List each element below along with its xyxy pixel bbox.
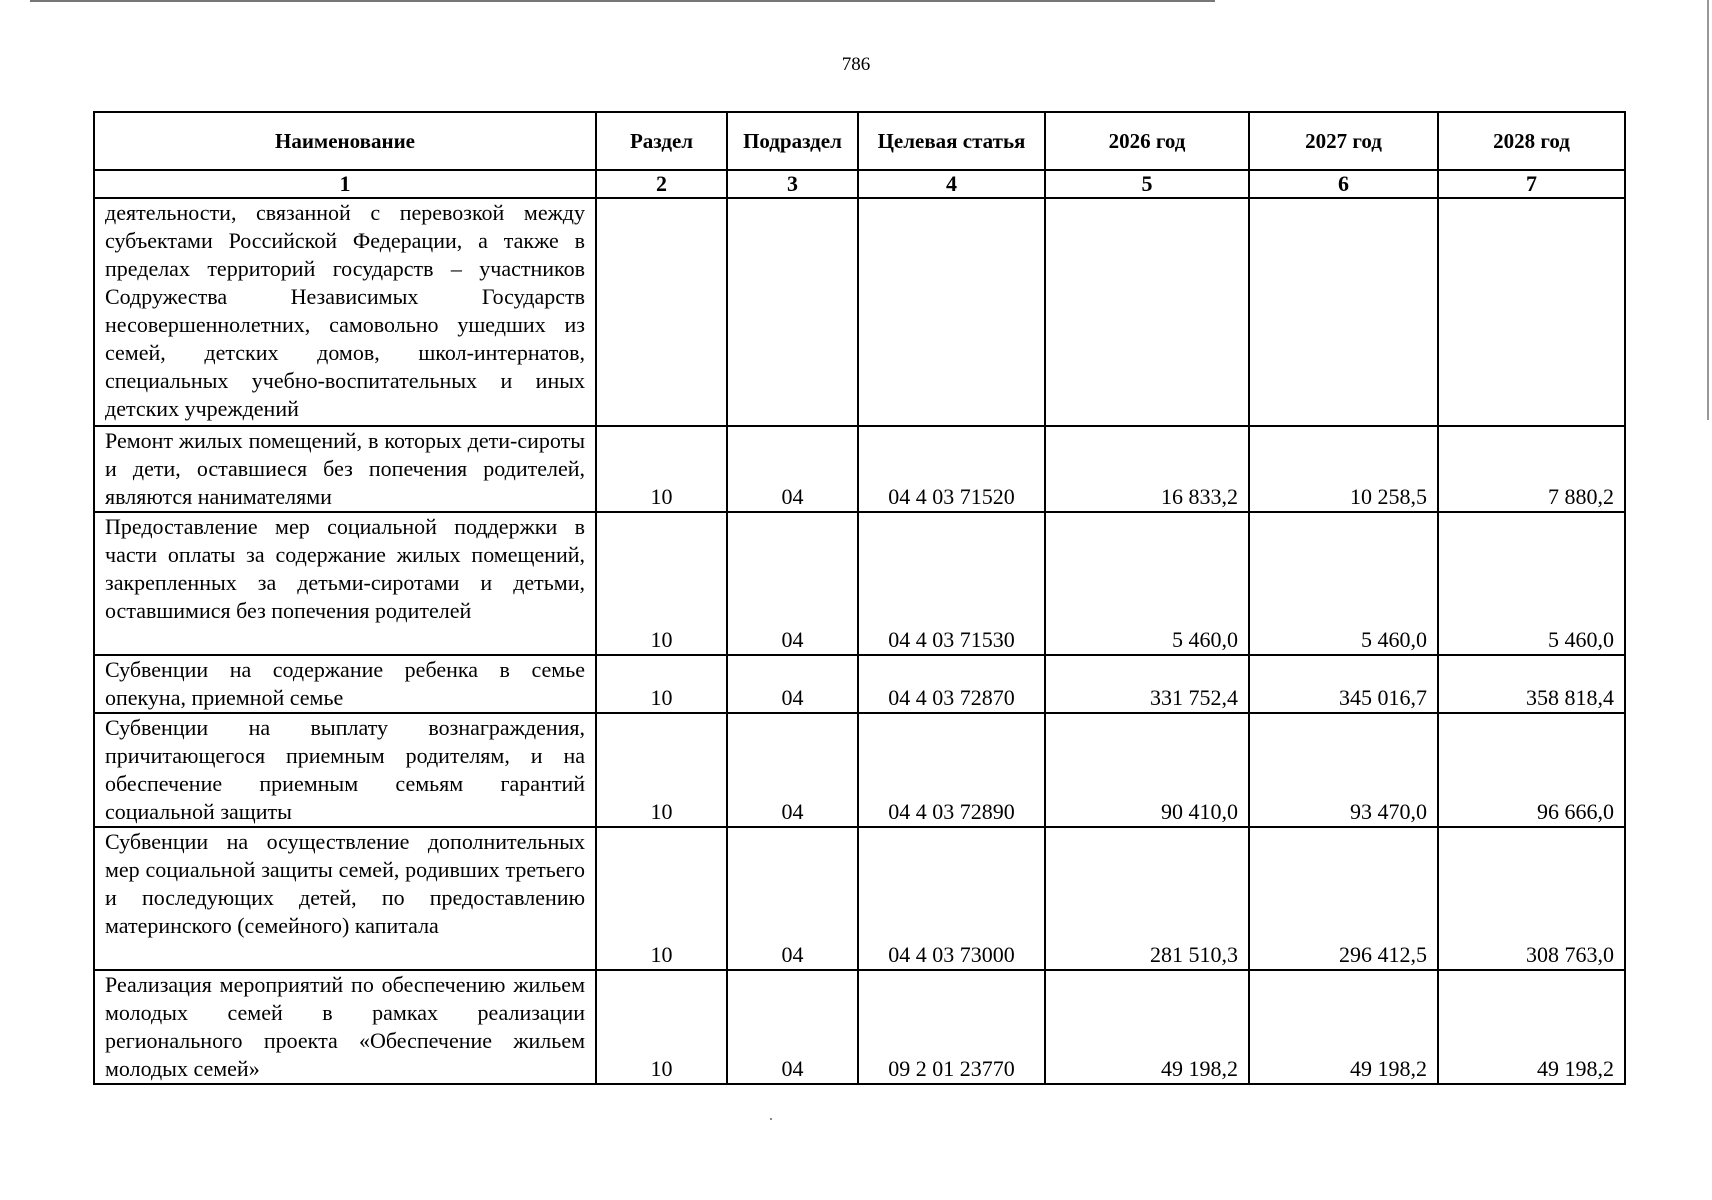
row-podrazdel (727, 198, 858, 426)
row-razdel: 10 (596, 655, 727, 713)
table-row (94, 970, 1625, 1084)
row-celevaya-statya: 04 4 03 71520 (858, 426, 1045, 512)
row-value-2028: 5 460,0 (1438, 512, 1625, 655)
column-number: 5 (1045, 170, 1249, 198)
header-2028: 2028 год (1438, 112, 1625, 170)
header-2026: 2026 год (1045, 112, 1249, 170)
row-value-2027: 49 198,2 (1249, 970, 1438, 1084)
row-value-2026 (1045, 198, 1249, 426)
page-number: 786 (841, 54, 871, 75)
header-2027: 2027 год (1249, 112, 1438, 170)
budget-table (93, 111, 1626, 1085)
row-value-2026: 331 752,4 (1045, 655, 1249, 713)
row-razdel: 10 (596, 713, 727, 827)
table-row (94, 827, 1625, 970)
table-row (94, 198, 1625, 426)
table-row (94, 655, 1625, 713)
row-value-2026: 281 510,3 (1045, 827, 1249, 970)
row-value-2026: 90 410,0 (1045, 713, 1249, 827)
row-name: деятельности, связанной с перевозкой между субъектами Российской Федерации, а также в пределах территорий государств – участников Содружества Независимых Государств несовершеннолетних, самовольно ушедших из семей, детских домов, школ-интернатов, специальных учебно-воспитательных и иных детских учреждений (94, 198, 596, 426)
row-value-2027: 10 258,5 (1249, 426, 1438, 512)
row-value-2027: 296 412,5 (1249, 827, 1438, 970)
top-scan-rule (30, 0, 1215, 2)
header-podrazdel: Подраздел (727, 112, 858, 170)
column-number: 4 (858, 170, 1045, 198)
column-number: 6 (1249, 170, 1438, 198)
column-number: 3 (727, 170, 858, 198)
row-razdel (596, 198, 727, 426)
row-value-2027: 345 016,7 (1249, 655, 1438, 713)
row-podrazdel: 04 (727, 970, 858, 1084)
row-value-2028: 358 818,4 (1438, 655, 1625, 713)
row-name: Ремонт жилых помещений, в которых дети-сироты и дети, оставшиеся без попечения родителей, являются нанимателями (94, 426, 596, 512)
column-number: 2 (596, 170, 727, 198)
row-value-2027: 5 460,0 (1249, 512, 1438, 655)
row-value-2028 (1438, 198, 1625, 426)
header-celevaya-statya: Целевая статья (858, 112, 1045, 170)
row-podrazdel: 04 (727, 426, 858, 512)
row-razdel: 10 (596, 970, 727, 1084)
row-razdel: 10 (596, 512, 727, 655)
row-podrazdel: 04 (727, 713, 858, 827)
row-name: Реализация мероприятий по обеспечению жильем молодых семей в рамках реализации регионального проекта «Обеспечение жильем молодых семей» (94, 970, 596, 1084)
column-number: 1 (94, 170, 596, 198)
row-value-2026: 16 833,2 (1045, 426, 1249, 512)
row-celevaya-statya: 04 4 03 71530 (858, 512, 1045, 655)
table-row (94, 512, 1625, 655)
row-name: Субвенции на осуществление дополнительных мер социальной защиты семей, родивших третьего и последующих детей, по предоставлению материнского (семейного) капитала (94, 827, 596, 970)
row-podrazdel: 04 (727, 512, 858, 655)
row-name: Субвенции на содержание ребенка в семье опекуна, приемной семье (94, 655, 596, 713)
row-value-2026: 5 460,0 (1045, 512, 1249, 655)
row-value-2028: 96 666,0 (1438, 713, 1625, 827)
column-number-row (94, 170, 1625, 198)
row-celevaya-statya: 04 4 03 72890 (858, 713, 1045, 827)
row-value-2028: 7 880,2 (1438, 426, 1625, 512)
row-name: Предоставление мер социальной поддержки в части оплаты за содержание жилых помещений, закрепленных за детьми-сиротами и детьми, оставшимися без попечения родителей (94, 512, 596, 655)
table-row (94, 713, 1625, 827)
row-razdel: 10 (596, 827, 727, 970)
column-number: 7 (1438, 170, 1625, 198)
row-celevaya-statya (858, 198, 1045, 426)
row-celevaya-statya: 09 2 01 23770 (858, 970, 1045, 1084)
row-razdel: 10 (596, 426, 727, 512)
row-podrazdel: 04 (727, 655, 858, 713)
row-value-2027 (1249, 198, 1438, 426)
row-value-2027: 93 470,0 (1249, 713, 1438, 827)
row-celevaya-statya: 04 4 03 72870 (858, 655, 1045, 713)
row-name: Субвенции на выплату вознаграждения, причитающегося приемным родителям, и на обеспечение приемным семьям гарантий социальной защиты (94, 713, 596, 827)
header-row (94, 112, 1625, 170)
row-value-2028: 49 198,2 (1438, 970, 1625, 1084)
header-name: Наименование (94, 112, 596, 170)
header-razdel: Раздел (596, 112, 727, 170)
row-value-2026: 49 198,2 (1045, 970, 1249, 1084)
scan-speck (770, 1118, 772, 1120)
row-celevaya-statya: 04 4 03 73000 (858, 827, 1045, 970)
row-podrazdel: 04 (727, 827, 858, 970)
row-value-2028: 308 763,0 (1438, 827, 1625, 970)
table-row (94, 426, 1625, 512)
